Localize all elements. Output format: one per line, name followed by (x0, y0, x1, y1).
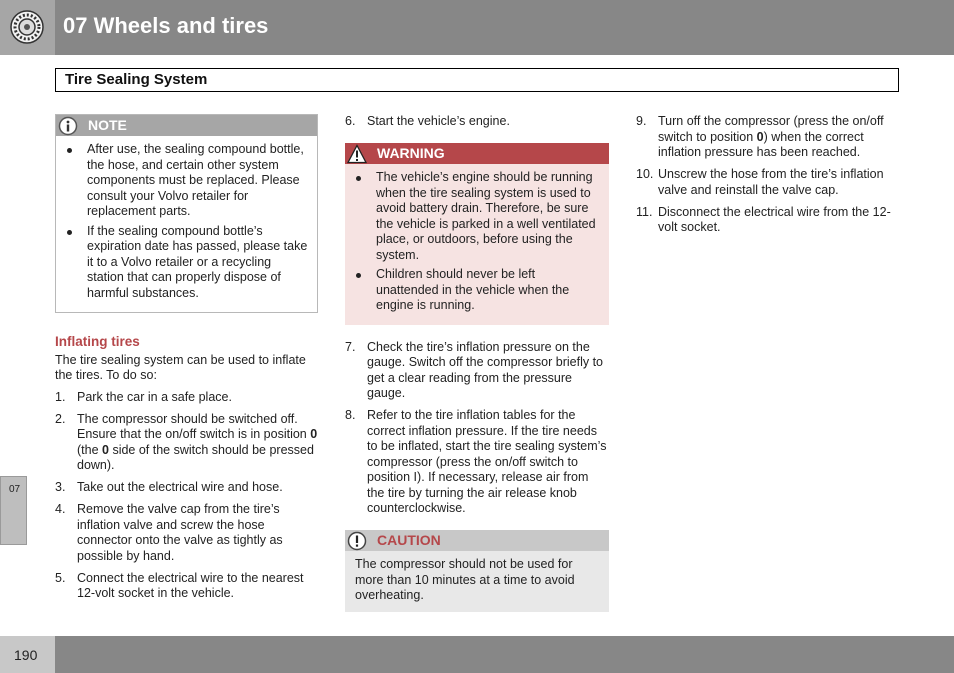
steps-list-2a (345, 114, 609, 130)
list-item: If the sealing compound bottle’s expiration date has passed, please take it to a Volvo retailer or a recycling station that can properly dispose of harmful substances. (66, 224, 309, 302)
list-item: 4. Remove the valve cap from the tire’s inflation valve and screw the hose connector onto the valve as tightly as possible by hand. (55, 502, 283, 563)
exclamation-circle-icon (347, 531, 367, 551)
inflating-heading: Inflating tires (55, 334, 140, 349)
warning-list (345, 164, 609, 325)
column-2 (345, 114, 609, 612)
caution-text: The compressor should not be used for more than 10 minutes at a time to avoid overheating. (345, 551, 609, 612)
list-item: 1. Park the car in a safe place. (55, 389, 232, 404)
caution-title-bar (345, 530, 609, 551)
tire-icon (9, 9, 45, 45)
page-number-box (0, 636, 55, 673)
inflating-intro: The tire sealing system can be used to inflate the tires. To do so: (55, 352, 306, 382)
note-list (56, 136, 317, 312)
chapter-icon-box (0, 0, 55, 55)
list-item: 5. Connect the electrical wire to the nearest 12-volt socket in the vehicle. (55, 570, 304, 600)
warning-triangle-icon (347, 144, 367, 164)
page-footer (0, 636, 954, 673)
caution-title: CAUTION (377, 532, 441, 548)
chapter-side-tab (0, 476, 27, 545)
side-tab-label: 07 (9, 484, 21, 495)
info-icon (58, 116, 78, 136)
warning-title-bar (345, 143, 609, 164)
steps-list-3 (636, 114, 900, 236)
steps-list-2b (345, 340, 609, 517)
note-title-bar (56, 115, 317, 136)
list-item: After use, the sealing compound bottle, the hose, and certain other system components must be replaced. Please consult your Volvo retailer for replacement parts. (66, 142, 309, 220)
section-title-bar (55, 68, 899, 92)
list-item: 7. Check the tire’s inflation pressure on the gauge. Switch off the compressor briefly to get a clear reading from the pressure gauge. (345, 339, 603, 400)
list-item: 2. The compressor should be switched off. Ensure that the on/off switch is in position 0 (the 0 side of the switch should be pressed down). (55, 411, 318, 472)
caution-box (345, 530, 609, 612)
warning-title: WARNING (377, 145, 445, 161)
list-item: 10. Unscrew the hose from the tire’s inflation valve and reinstall the valve cap. (636, 167, 884, 197)
list-item: 8. Refer to the tire inflation tables for the correct inflation pressure. If the tire needs to be inflated, start the tire sealing system’s compressor (press the on/off switch to position I). If necessary, release air from the tire by turning the air release knob counterclockwise. (345, 408, 607, 515)
list-item: 3. Take out the electrical wire and hose. (55, 480, 283, 494)
page-number: 190 (14, 647, 38, 663)
section-title: Tire Sealing System (65, 71, 208, 88)
list-item: Children should never be left unattended in the vehicle when the engine is running. (355, 267, 601, 314)
steps-list-1 (55, 390, 318, 602)
column-1 (55, 114, 318, 608)
column-3 (636, 114, 900, 242)
list-item: 11. Disconnect the electrical wire from the 12-volt socket. (636, 204, 891, 234)
note-title: NOTE (88, 117, 127, 133)
list-item: 9. Turn off the compressor (press the on/off switch to position 0) when the correct inflation pressure has been reached. (636, 114, 884, 159)
list-item: The vehicle’s engine should be running when the tire sealing system is used to avoid battery drain. Therefore, be sure the vehicle is parked in a well ventilated place, or outdoors, before using the system. (355, 170, 601, 263)
warning-box (345, 143, 609, 325)
note-box (55, 114, 318, 313)
chapter-title: 07 Wheels and tires (63, 13, 269, 38)
list-item: 6. Start the vehicle’s engine. (345, 114, 510, 128)
